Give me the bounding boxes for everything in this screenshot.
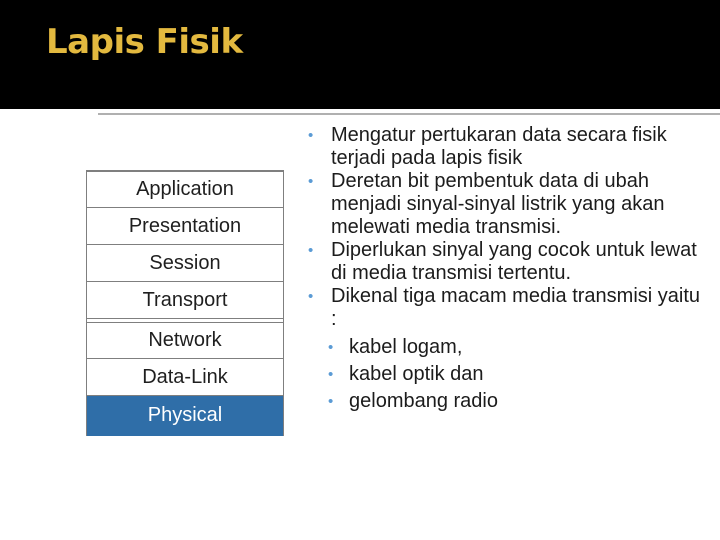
- slide-title: Lapis Fisik: [46, 22, 243, 62]
- bullet-text: Diperlukan sinyal yang cocok untuk lewat di media transmisi tertentu.: [331, 239, 697, 284]
- sub-bullet-item: [306, 336, 710, 359]
- bullet-dot-icon: •: [308, 127, 314, 144]
- sub-bullet-text: kabel optik dan: [349, 363, 484, 385]
- bullet-dot-icon: •: [308, 173, 314, 190]
- osi-layer-stack: [86, 170, 284, 436]
- title-bar: [0, 0, 720, 109]
- bullet-list: [306, 124, 710, 413]
- bullet-item: [306, 239, 710, 285]
- osi-layer-transport: Transport: [87, 282, 283, 319]
- bullet-dot-icon: •: [328, 393, 334, 410]
- bullet-item: [306, 124, 710, 170]
- sub-bullet-item: [306, 390, 710, 413]
- sub-bullet-list: [306, 336, 710, 413]
- bullet-dot-icon: •: [328, 366, 334, 383]
- bullet-dot-icon: •: [328, 339, 334, 356]
- osi-layer-physical: Physical: [87, 396, 283, 436]
- sub-bullet-text: gelombang radio: [349, 390, 498, 412]
- sub-bullet-item: [306, 363, 710, 386]
- sub-bullet-text: kabel logam,: [349, 336, 463, 358]
- bullet-item: [306, 285, 710, 331]
- bullet-dot-icon: •: [308, 288, 314, 305]
- bullet-text: Dikenal tiga macam media transmisi yaitu :: [331, 285, 701, 330]
- bullet-text: Mengatur pertukaran data secara fisik terjadi pada lapis fisik: [331, 124, 667, 169]
- divider-line: [98, 113, 720, 115]
- bullet-dot-icon: •: [308, 242, 314, 259]
- bullet-item: [306, 170, 710, 239]
- osi-layer-presentation: Presentation: [87, 208, 283, 245]
- osi-layer-data-link: Data-Link: [87, 359, 283, 396]
- osi-layer-session: Session: [87, 245, 283, 282]
- osi-layer-network: Network: [87, 322, 283, 359]
- osi-layer-application: Application: [87, 171, 283, 208]
- bullet-text: Deretan bit pembentuk data di ubah menjadi sinyal-sinyal listrik yang akan melewati media transmisi.: [331, 170, 665, 238]
